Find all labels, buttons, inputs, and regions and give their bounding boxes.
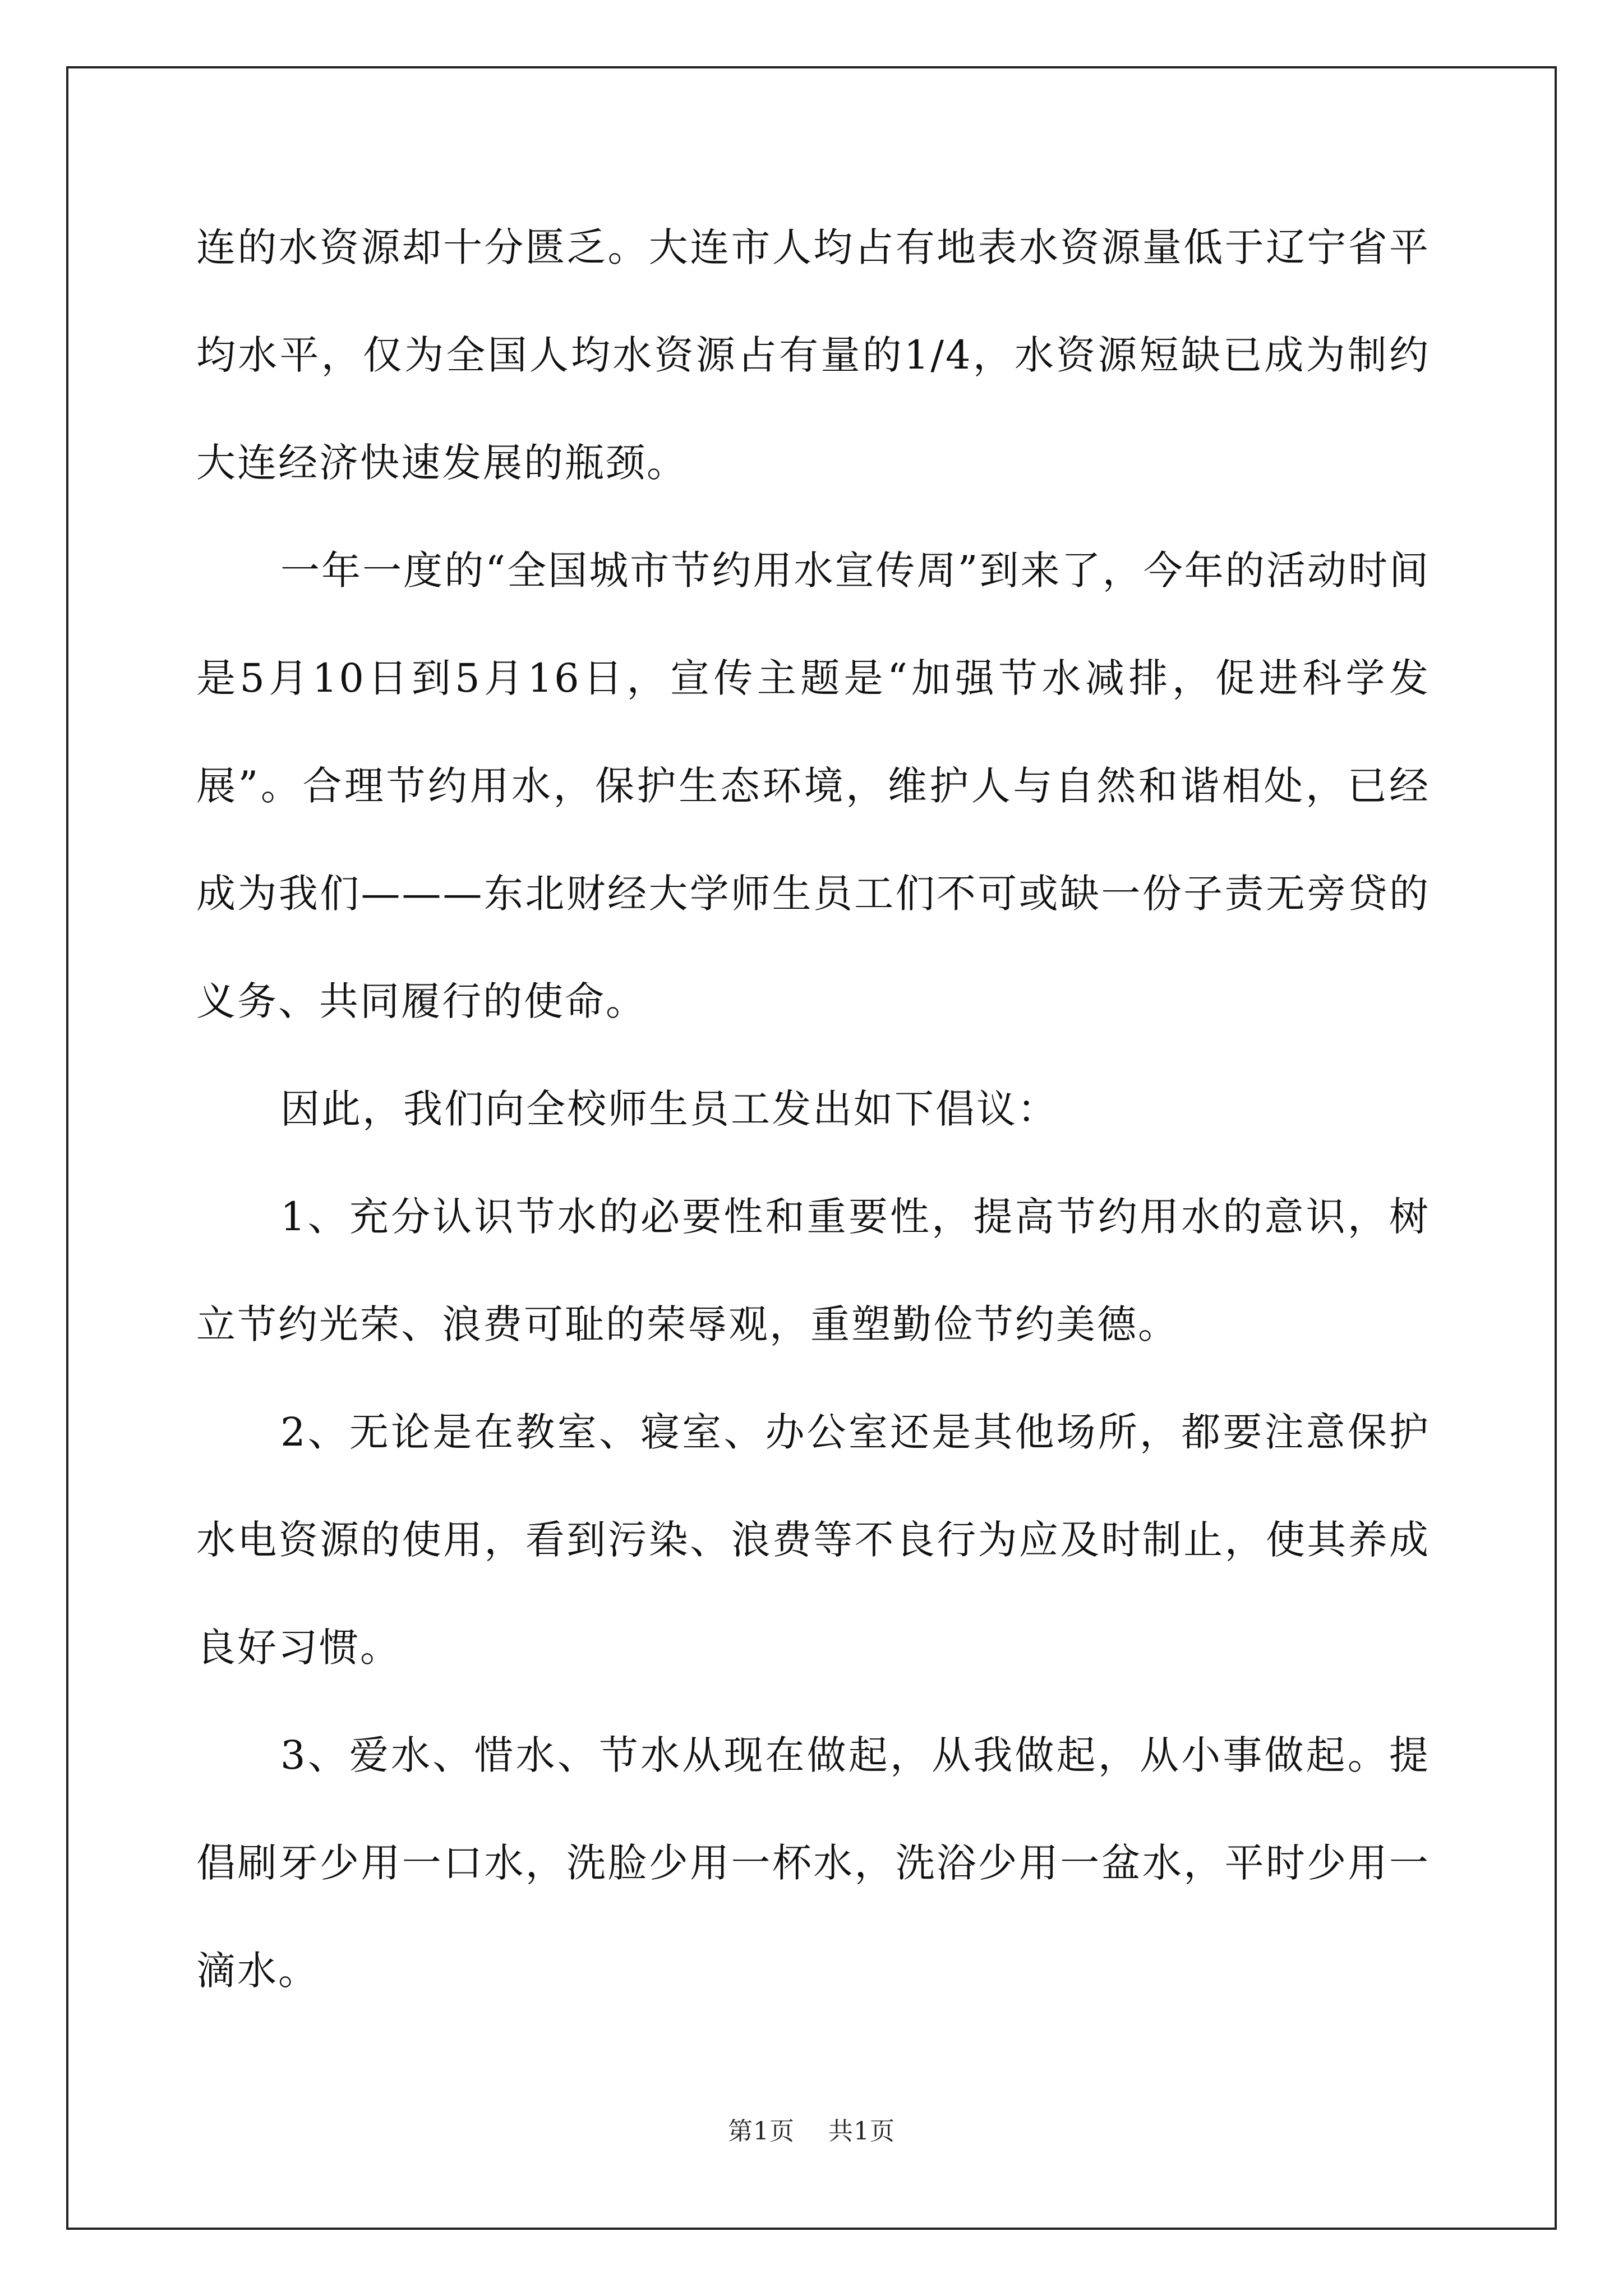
paragraph-6: 3、爱水、惜水、节水从现在做起，从我做起，从小事做起。提倡刷牙少用一口水，洗脸少用一杯水，洗浴少用一盆水，平时少用一滴水。 [196, 1732, 1430, 1994]
paragraph-3: 因此，我们向全校师生员工发出如下倡议： [280, 1086, 1058, 1132]
page-number-total: 共1页 [828, 2117, 895, 2146]
paragraph-1: 连的水资源却十分匮乏。大连市人均占有地表水资源量低于辽宁省平均水平，仅为全国人均水资源占有量的1/4，水资源短缺已成为制约大连经济快速发展的瓶颈。 [196, 224, 1430, 486]
document-body [196, 194, 1430, 2024]
page-number-current: 第1页 [728, 2117, 795, 2146]
paragraph-4: 1、充分认识节水的必要性和重要性，提高节约用水的意识，树立节约光荣、浪费可耻的荣辱观，重塑勤俭节约美德。 [196, 1194, 1430, 1347]
page-footer [0, 2115, 1623, 2148]
paragraph-5: 2、无论是在教室、寝室、办公室还是其他场所，都要注意保护水电资源的使用，看到污染、浪费等不良行为应及时制止，使其养成良好习惯。 [196, 1409, 1430, 1671]
paragraph-2: 一年一度的“全国城市节约用水宣传周”到来了，今年的活动时间是5月10日到5月16日，宣传主题是“加强节水减排，促进科学发展”。合理节约用水，保护生态环境，维护人与自然和谐相处，已经成为我们———东北财经大学师生员工们不可或缺一份子责无旁贷的义务、共同履行的使命。 [196, 547, 1430, 1024]
